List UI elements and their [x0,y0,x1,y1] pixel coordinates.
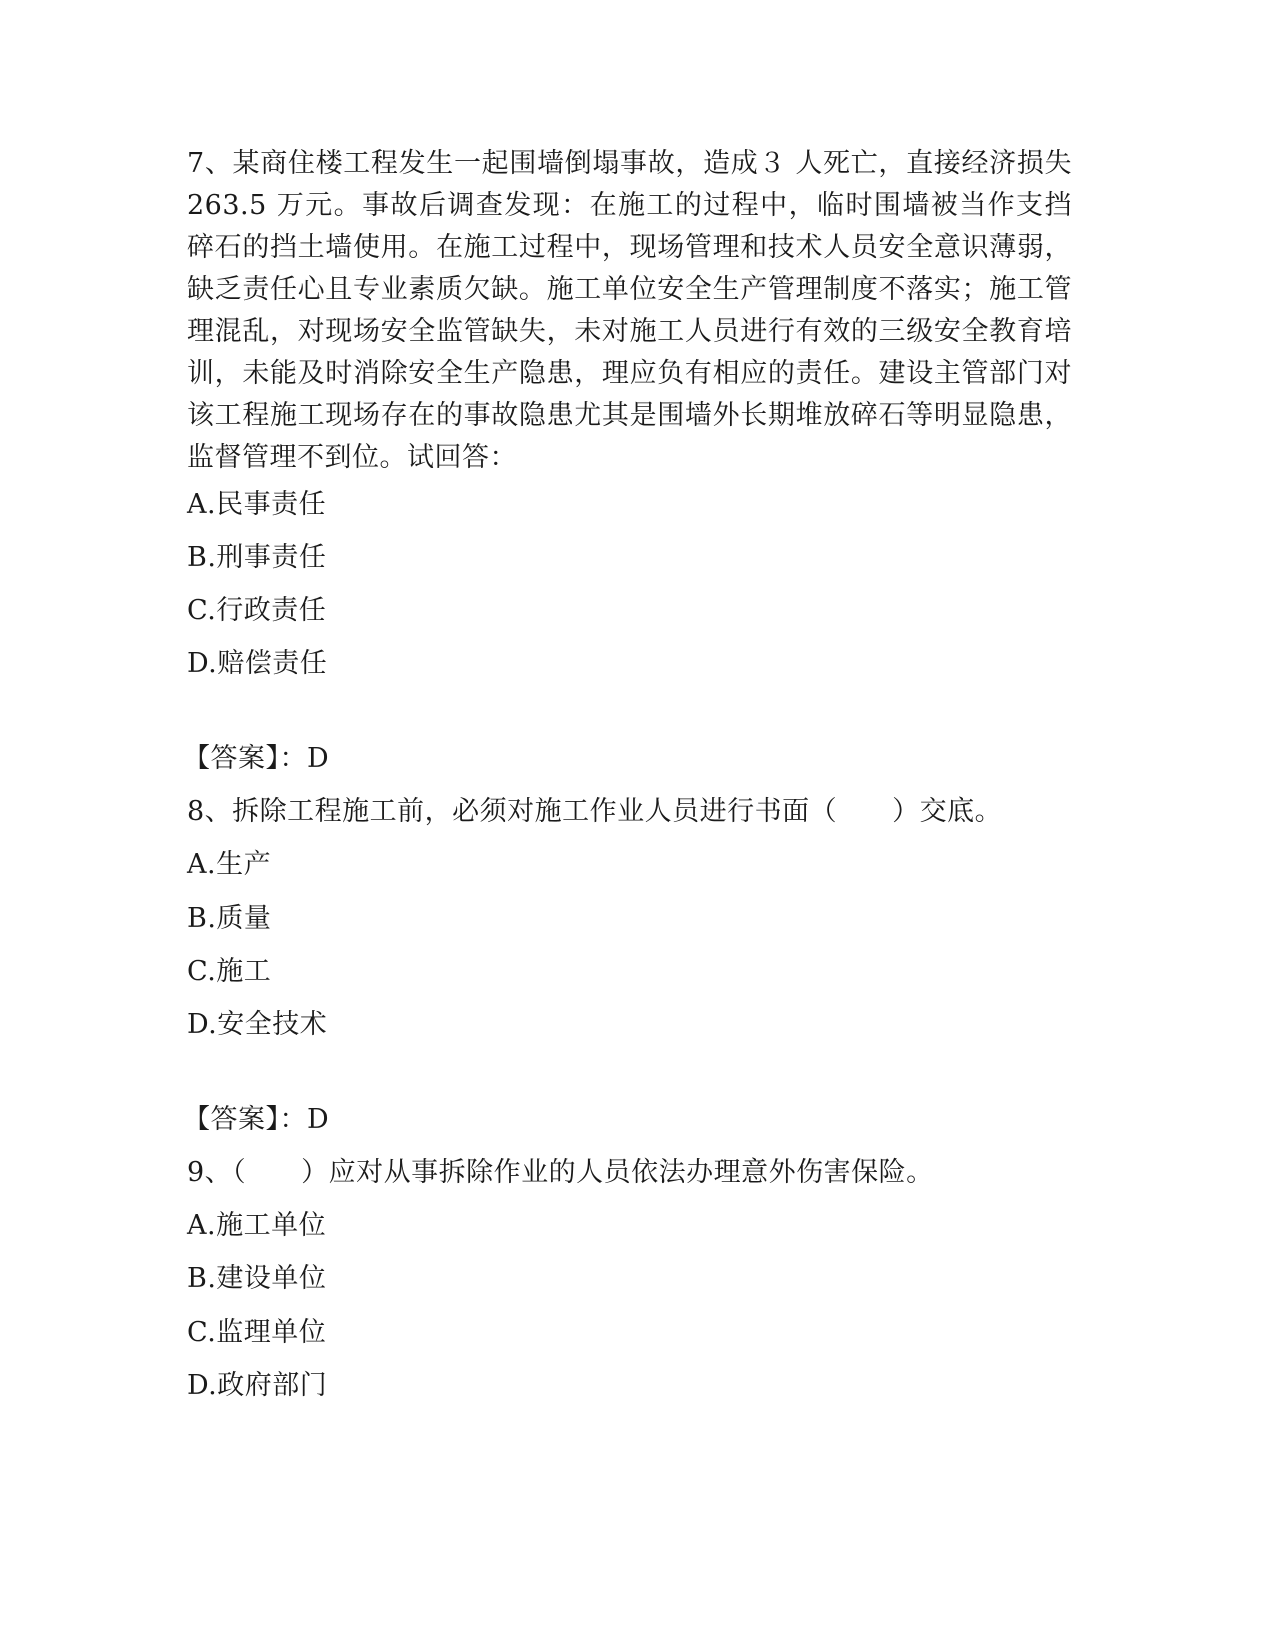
question-7-option-a: A.民事责任 [187,489,327,520]
question-8-option-a: A.生产 [187,849,272,880]
question-8-option-c: C.施工 [187,956,272,987]
question-7-answer: 【答案】：D [183,743,330,774]
question-9-option-d: D.政府部门 [187,1370,328,1401]
question-9-option-a: A.施工单位 [187,1210,327,1241]
question-8-option-b: B.质量 [187,903,272,934]
question-8-stem: 8、拆除工程施工前，必须对施工作业人员进行书面（ ）交底。 [187,796,1003,827]
question-9-stem: 9、（ ）应对从事拆除作业的人员依法办理意外伤害保险。 [187,1157,934,1188]
question-7-stem: 7、某商住楼工程发生一起围墙倒塌事故，造成３ 人死亡，直接经济损失 263.5 万元。事故后调查发现：在施工的过程中，临时围墙被当作支挡碎石的挡土墙使用。在施工过程中，现场管理和技术人员安全意识薄弱，缺乏责任心且专业素质欠缺。施工单位安全生产管理制度不落实；施工管理混乱，对现场安全监管缺失，未对施工人员进行有效的三级安全教育培训，未能及时消除安全生产隐患，理应负有相应的责任。建设主管部门对该工程施工现场存在的事故隐患尤其是围墙外长期堆放碎石等明显隐患，监督管理不到位。试回答： [187,148,1072,473]
question-8-option-d: D.安全技术 [187,1009,328,1040]
question-8-answer: 【答案】：D [183,1104,330,1135]
question-7-option-d: D.赔偿责任 [187,648,328,679]
question-9-option-c: C.监理单位 [187,1317,327,1348]
question-7-option-b: B.刑事责任 [187,542,327,573]
question-9-option-b: B.建设单位 [187,1263,327,1294]
question-7-option-c: C.行政责任 [187,595,327,626]
